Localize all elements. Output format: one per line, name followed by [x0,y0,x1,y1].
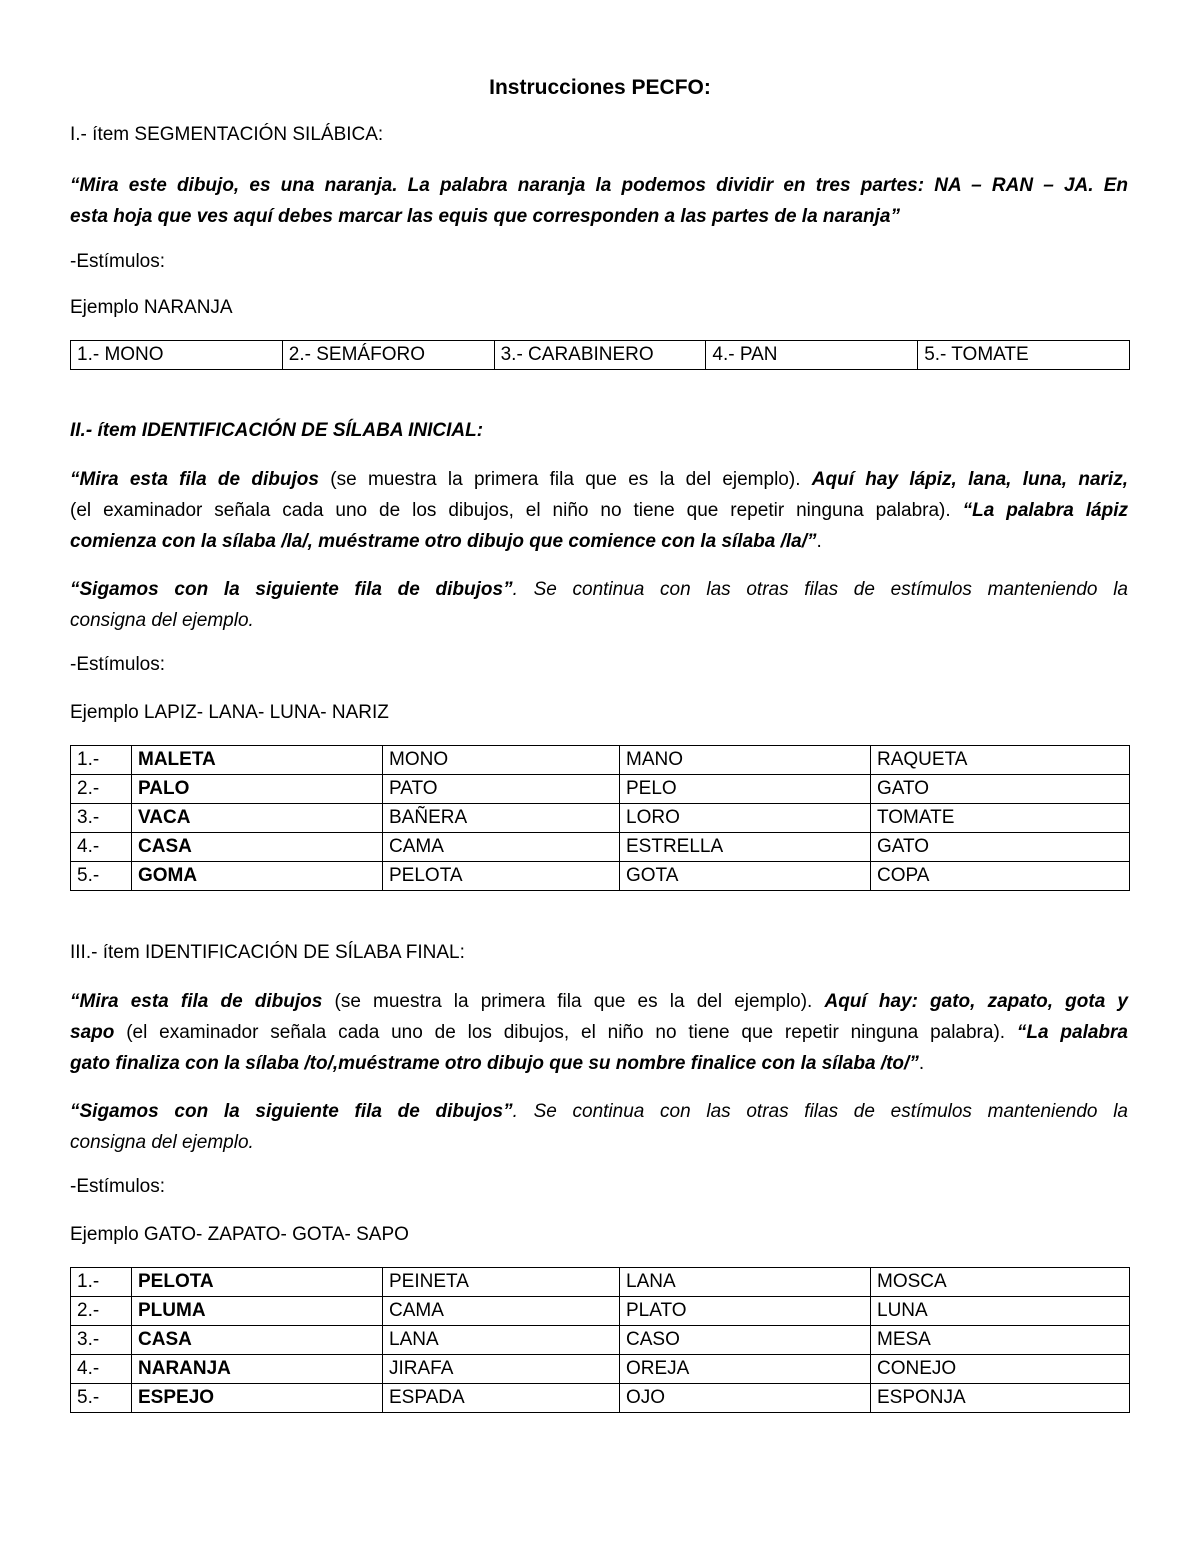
table-cell: TOMATE [871,804,1130,833]
table-cell: ESPONJA [871,1384,1130,1413]
table-cell: CASO [620,1326,871,1355]
table-cell: PELOTA [132,1268,383,1297]
section3-instruction: “Mira esta fila de dibujos (se muestra la primera fila que es la del ejemplo). Aquí hay: gato, zapato, gota y sapo (el examinador señala cada uno de los dibujos, el niño no tiene que repetir ninguna palabra). “La palabra gato finaliza con la sílaba /to/,muéstrame otro dibujo que su nombre finalice con la sílaba /to/”. [70,991,1128,1074]
table-row [71,1297,1130,1326]
table-cell: BAÑERA [383,804,620,833]
section3-example: Ejemplo GATO- ZAPATO- GOTA- SAPO [70,1224,409,1245]
table-cell: MONO [383,746,620,775]
table-cell: CAMA [383,833,620,862]
table-cell: PALO [132,775,383,804]
section3-continue: “Sigamos con la siguiente fila de dibujos”. Se continua con las otras filas de estímulos manteniendo la consigna del ejemplo. [70,1101,1128,1153]
section2-table [70,745,1130,891]
table-cell: PATO [383,775,620,804]
table-cell: 4.- [71,1355,132,1384]
table-cell: OJO [620,1384,871,1413]
table-cell: 2.- SEMÁFORO [282,341,494,370]
table-cell: CAMA [383,1297,620,1326]
table-cell: OREJA [620,1355,871,1384]
table-cell: JIRAFA [383,1355,620,1384]
table-cell: LANA [620,1268,871,1297]
table-cell: ESPADA [383,1384,620,1413]
table-cell: PLATO [620,1297,871,1326]
table-cell: LANA [383,1326,620,1355]
table-cell: 1.- [71,746,132,775]
table-cell: LUNA [871,1297,1130,1326]
table-cell: 5.- [71,1384,132,1413]
table-cell: RAQUETA [871,746,1130,775]
section1-heading: I.- ítem SEGMENTACIÓN SILÁBICA: [70,124,384,145]
table-cell: 3.- [71,1326,132,1355]
section2-instruction: “Mira esta fila de dibujos (se muestra la primera fila que es la del ejemplo). Aquí hay lápiz, lana, luna, nariz, (el examinador señala cada uno de los dibujos, el niño no tiene que repetir ninguna palabra). “La palabra lápiz comienza con la sílaba /la/, muéstrame otro dibujo que comience con la sílaba /la/”. [70,469,1128,552]
table-cell: 4.- PAN [706,341,918,370]
table-cell: CONEJO [871,1355,1130,1384]
table-cell: COPA [871,862,1130,891]
table-cell: PELOTA [383,862,620,891]
table-cell: ESPEJO [132,1384,383,1413]
table-cell: GATO [871,833,1130,862]
table-row [71,833,1130,862]
section2-stimuli-label: -Estímulos: [70,654,166,675]
table-cell: MOSCA [871,1268,1130,1297]
table-cell: 3.- [71,804,132,833]
table-cell: ESTRELLA [620,833,871,862]
table-cell: PELO [620,775,871,804]
section3-heading: III.- ítem IDENTIFICACIÓN DE SÍLABA FINAL: [70,942,465,963]
table-row [71,775,1130,804]
section1-example: Ejemplo NARANJA [70,297,233,318]
table-cell: CASA [132,833,383,862]
section2-heading: II.- ítem IDENTIFICACIÓN DE SÍLABA INICIAL: [70,420,484,441]
section3-table [70,1267,1130,1413]
table-cell: MALETA [132,746,383,775]
table-row [71,1268,1130,1297]
table-cell: CASA [132,1326,383,1355]
table-row [71,341,1130,370]
section1-instruction: “Mira este dibujo, es una naranja. La palabra naranja la podemos dividir en tres partes: NA – RAN – JA. En esta hoja que ves aquí debes marcar las equis que corresponden a las partes de la naranja” [70,175,1128,227]
section1-table [70,340,1130,370]
table-cell: 3.- CARABINERO [494,341,706,370]
table-cell: PEINETA [383,1268,620,1297]
table-cell: 2.- [71,775,132,804]
table-row [71,746,1130,775]
table-cell: GOMA [132,862,383,891]
table-cell: GATO [871,775,1130,804]
section2-example: Ejemplo LAPIZ- LANA- LUNA- NARIZ [70,702,389,723]
table-row [71,1384,1130,1413]
section1-stimuli-label: -Estímulos: [70,251,166,272]
table-cell: 4.- [71,833,132,862]
table-cell: LORO [620,804,871,833]
table-cell: MESA [871,1326,1130,1355]
table-cell: VACA [132,804,383,833]
table-cell: PLUMA [132,1297,383,1326]
table-row [71,804,1130,833]
table-cell: GOTA [620,862,871,891]
document-title: Instrucciones PECFO: [489,76,711,99]
table-cell: 5.- TOMATE [918,341,1130,370]
table-cell: MANO [620,746,871,775]
section3-stimuli-label: -Estímulos: [70,1176,166,1197]
table-cell: 5.- [71,862,132,891]
table-row [71,1355,1130,1384]
table-cell: 2.- [71,1297,132,1326]
table-row [71,1326,1130,1355]
table-cell: 1.- MONO [71,341,283,370]
section2-continue: “Sigamos con la siguiente fila de dibujos”. Se continua con las otras filas de estímulos manteniendo la consigna del ejemplo. [70,579,1128,631]
table-cell: NARANJA [132,1355,383,1384]
table-row [71,862,1130,891]
table-cell: 1.- [71,1268,132,1297]
